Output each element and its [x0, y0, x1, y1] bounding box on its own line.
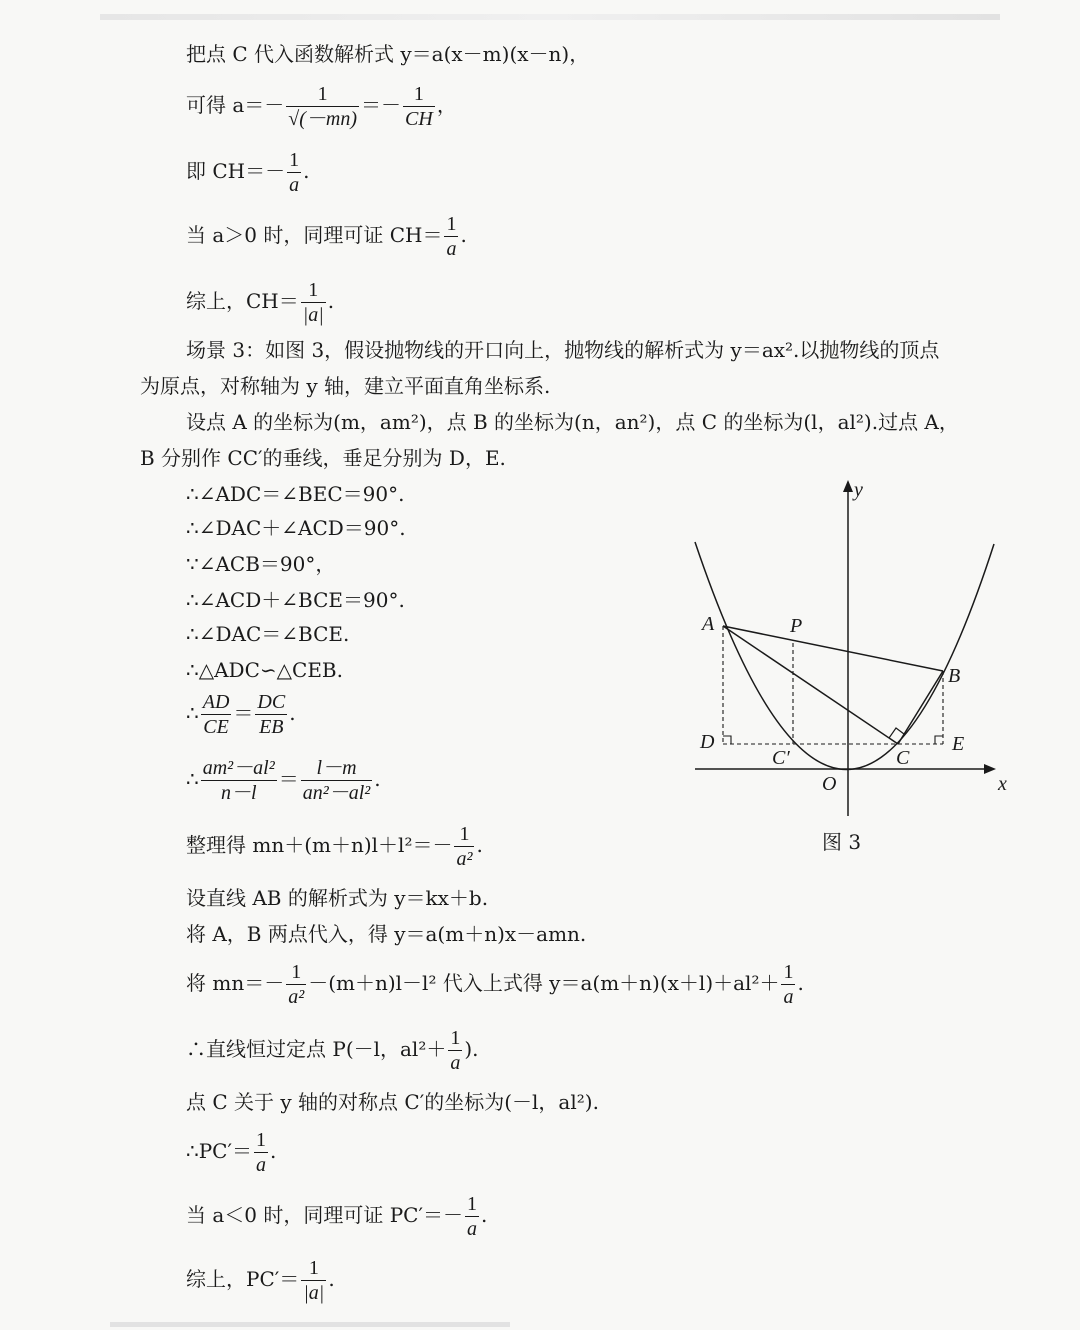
fraction: $\frac{1}{|a|}$ — [303, 1257, 325, 1304]
right-angle-mark-D — [723, 736, 731, 744]
fraction: $\frac{1}{a}$ — [783, 961, 794, 1008]
text-line-19: 设直线 AB 的解析式为 y＝kx＋b. — [186, 886, 489, 910]
fraction: $\frac{1}{a}$ — [467, 1193, 478, 1240]
fraction: $\frac{1}{a}$ — [256, 1129, 267, 1176]
text-line-3: 即 CH＝－ $\frac{1}{a}$ . — [186, 149, 310, 196]
text-line-17: ∴ $\frac{\text{am²－al²}}{n-l}$ ＝ $\frac{l-m}{\text{an²－al²}}$ . — [186, 757, 381, 804]
right-angle-mark-E — [935, 736, 943, 744]
text-line-10: ∴∠ADC＝∠BEC＝90°. — [186, 482, 405, 506]
text-line-18: 整理得 mn＋(m＋n)l＋l²＝－ $\frac{1}{\text{a²}}$ . — [186, 823, 483, 870]
label-B: B — [948, 665, 961, 687]
label-E: E — [952, 733, 965, 755]
figure-caption: 图 3 — [822, 830, 862, 854]
text-line-12: ∵∠ACB＝90°， — [186, 552, 336, 576]
text-line-15: ∴△ADC∽△CEB. — [186, 658, 343, 682]
fraction: $\frac{DC}{EB}$ — [257, 691, 286, 738]
label-C-prime: C′ — [772, 747, 790, 769]
parabola-curve — [695, 542, 994, 770]
fraction: $\frac{1}{|a|}$ — [302, 279, 324, 326]
segment-CB — [898, 671, 943, 744]
text-line-8: 设点 A 的坐标为(m，am²)，点 B 的坐标为(n，an²)，点 C 的坐标为(l，al²).过点 A， — [186, 410, 959, 434]
text-line-25: 当 a＜0 时，同理可证 PC′＝－ $\frac{1}{a}$ . — [186, 1193, 488, 1240]
fraction: $\frac{\text{am²－al²}}{n-l}$ — [202, 757, 275, 804]
label-y: y — [854, 479, 863, 501]
text-line-20: 将 A，B 两点代入，得 y＝a(m＋n)x－amn. — [186, 922, 587, 946]
text-line-23: 点 C 关于 y 轴的对称点 C′的坐标为(－l，al²). — [186, 1090, 599, 1114]
fraction: $\frac{1}{a}$ — [450, 1027, 461, 1074]
label-x: x — [998, 773, 1007, 795]
text-line-11: ∴∠DAC＋∠ACD＝90°. — [186, 516, 406, 540]
text-line-22: ∴直线恒过定点 P(－l，al²＋ $\frac{1}{a}$ ). — [186, 1027, 479, 1074]
label-O: O — [822, 773, 837, 795]
text-line-4: 当 a＞0 时，同理可证 CH＝ $\frac{1}{a}$ . — [186, 213, 467, 260]
text-line-26: 综上，PC′＝ $\frac{1}{|a|}$ . — [186, 1257, 335, 1304]
fraction: $\frac{AD}{CE}$ — [202, 691, 230, 738]
text-line-16: ∴ $\frac{AD}{CE}$ ＝ $\frac{DC}{EB}$ . — [186, 691, 296, 738]
fraction: $\frac{1}{CH}$ — [405, 83, 433, 130]
scan-edge-top — [100, 14, 1000, 20]
text-line-9: B 分别作 CC′的垂线，垂足分别为 D，E. — [140, 446, 506, 470]
text-line-1: 把点 C 代入函数解析式 y＝a(x－m)(x－n)， — [186, 42, 590, 66]
parabola-figure — [690, 478, 1030, 818]
label-D: D — [700, 731, 715, 753]
label-A: A — [702, 613, 715, 635]
label-C: C — [896, 747, 910, 769]
text-line-2: 可得 a＝－ $\frac{1}{√(-mn)}$ ＝－ $\frac{1}{CH}$ ， — [186, 83, 457, 130]
text-line-21: 将 mn＝－ $\frac{1}{\text{a²}}$ －(m＋n)l－l² 代入上式得 y＝a(m＋n)(x＋l)＋al²＋ $\frac{1}{a}$ . — [186, 961, 804, 1008]
fraction: $\frac{1}{√(-mn)}$ — [288, 83, 358, 130]
text-line-6: 场景 3：如图 3，假设抛物线的开口向上，抛物线的解析式为 y＝ax².以抛物线的顶点 — [186, 338, 940, 362]
fraction: $\frac{1}{\text{a²}}$ — [456, 823, 473, 870]
fraction: $\frac{l-m}{\text{an²－al²}}$ — [302, 757, 371, 804]
y-axis-arrow-icon — [843, 480, 853, 492]
text-line-5: 综上，CH＝ $\frac{1}{|a|}$ . — [186, 279, 335, 326]
fraction: $\frac{1}{a}$ — [289, 149, 300, 196]
text-line-7: 为原点，对称轴为 y 轴，建立平面直角坐标系. — [140, 374, 551, 398]
scan-edge-bottom — [110, 1322, 510, 1327]
text-line-24: ∴PC′＝ $\frac{1}{a}$ . — [186, 1129, 277, 1176]
text-line-14: ∴∠DAC＝∠BCE. — [186, 622, 350, 646]
fraction: $\frac{1}{\text{a²}}$ — [288, 961, 305, 1008]
fraction: $\frac{1}{a}$ — [446, 213, 457, 260]
label-P: P — [790, 615, 803, 637]
x-axis-arrow-icon — [984, 764, 996, 774]
text-line-13: ∴∠ACD＋∠BCE＝90°. — [186, 588, 405, 612]
